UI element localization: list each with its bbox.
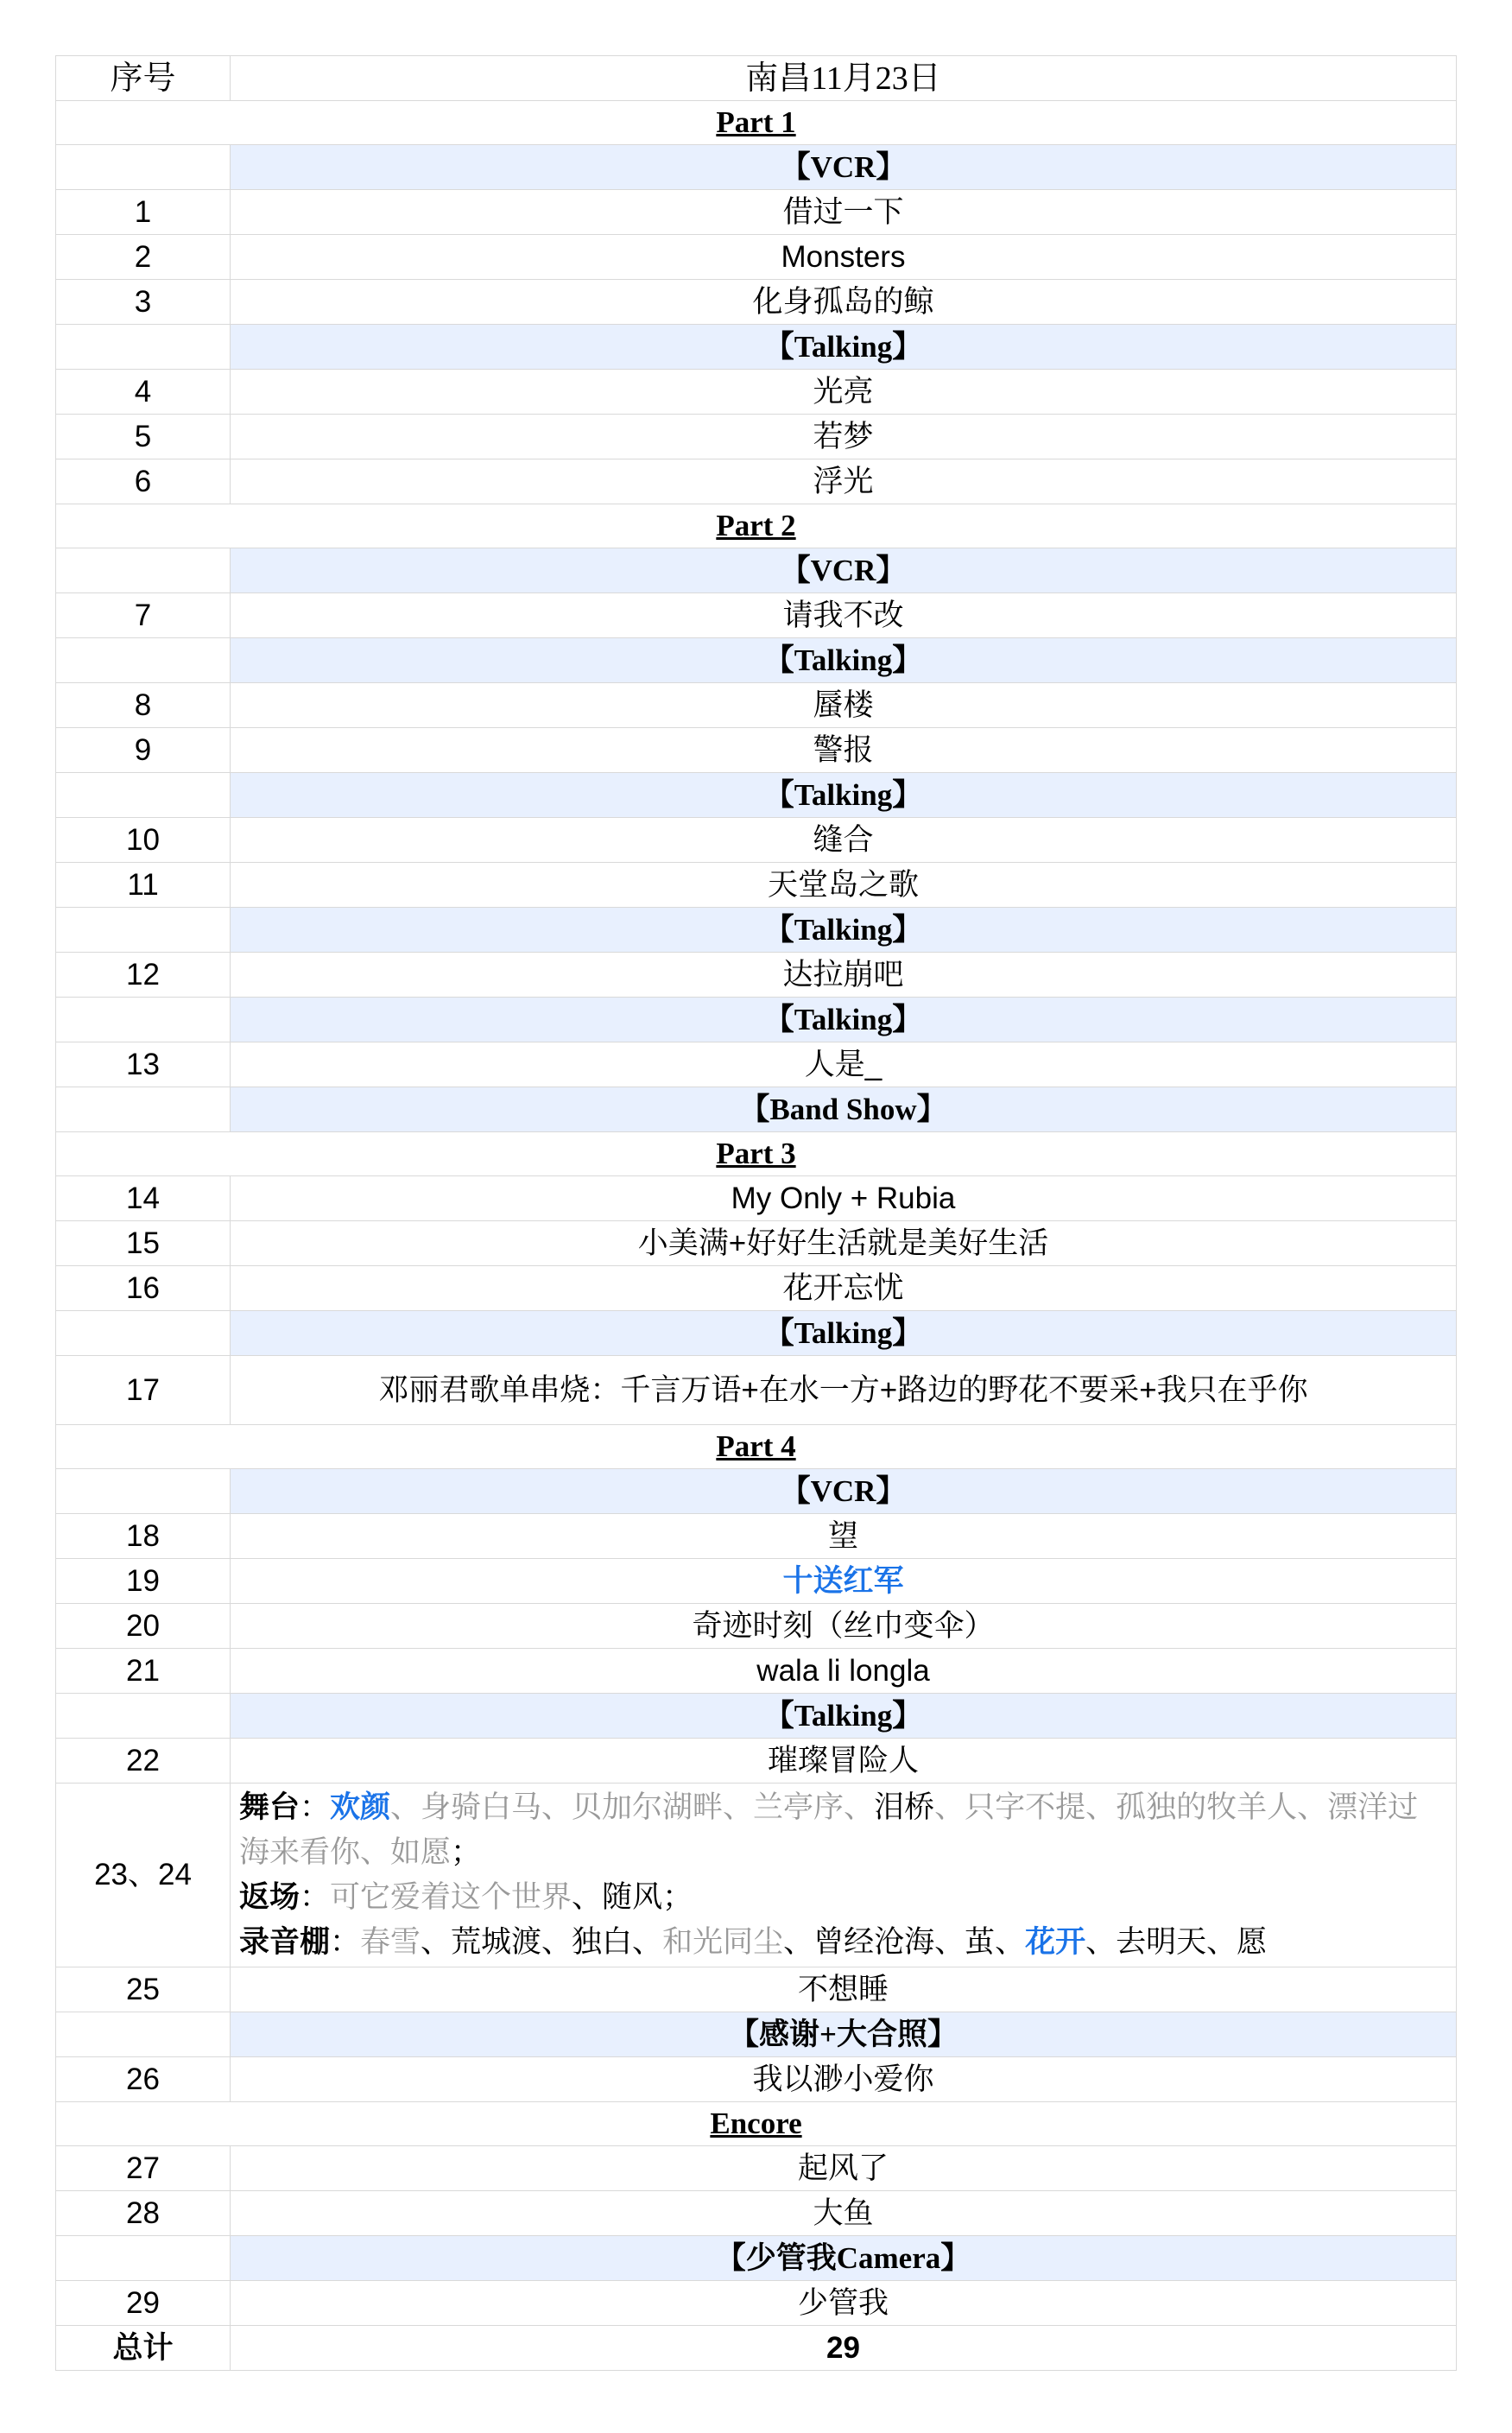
punct: 、 <box>572 1880 603 1914</box>
index-cell[interactable]: 10 <box>56 818 231 863</box>
index-cell[interactable]: 19 <box>56 1559 231 1604</box>
index-cell[interactable] <box>56 1469 231 1514</box>
section-cell[interactable]: 【Talking】 <box>231 1311 1457 1356</box>
section-cell[interactable]: 【Band Show】 <box>231 1087 1457 1132</box>
song-cell[interactable]: 邓丽君歌单串烧：千言万语+在水一方+路边的野花不要采+我只在乎你 <box>231 1356 1457 1425</box>
studio-line <box>239 1920 1447 1965</box>
section-cell[interactable]: 【Talking】 <box>231 998 1457 1042</box>
song-cell[interactable]: 化身孤岛的鲸 <box>231 280 1457 325</box>
song-row <box>56 593 1457 638</box>
song-cell-multiline[interactable] <box>231 1784 1457 1967</box>
punct: ； <box>451 1835 482 1869</box>
song-cell[interactable]: 缝合 <box>231 818 1457 863</box>
section-cell[interactable]: 【VCR】 <box>231 548 1457 593</box>
section-row <box>56 1469 1457 1514</box>
index-cell[interactable]: 14 <box>56 1176 231 1221</box>
index-cell[interactable]: 4 <box>56 370 231 415</box>
total-label[interactable]: 总计 <box>56 2326 231 2371</box>
index-cell[interactable] <box>56 2236 231 2281</box>
song-cell[interactable]: 警报 <box>231 728 1457 773</box>
section-row <box>56 548 1457 593</box>
song-row <box>56 953 1457 998</box>
song-cell[interactable]: 起风了 <box>231 2146 1457 2191</box>
song-row <box>56 1266 1457 1311</box>
song-cell[interactable]: 若梦 <box>231 415 1457 459</box>
index-cell[interactable] <box>56 1694 231 1739</box>
index-cell[interactable] <box>56 548 231 593</box>
song-row <box>56 1176 1457 1221</box>
part-title[interactable]: Part 2 <box>56 504 1457 548</box>
song-row <box>56 459 1457 504</box>
section-row <box>56 773 1457 818</box>
setlist-table <box>55 55 1457 2371</box>
index-cell[interactable]: 7 <box>56 593 231 638</box>
song-row <box>56 235 1457 280</box>
index-cell[interactable]: 8 <box>56 683 231 728</box>
song-row <box>56 683 1457 728</box>
index-cell[interactable]: 9 <box>56 728 231 773</box>
part-row <box>56 101 1457 145</box>
return-line <box>239 1875 1447 1920</box>
index-cell[interactable]: 27 <box>56 2146 231 2191</box>
song-cell[interactable]: 奇迹时刻（丝巾变伞） <box>231 1604 1457 1649</box>
section-row <box>56 1311 1457 1356</box>
song-row <box>56 1739 1457 1784</box>
index-cell[interactable]: 25 <box>56 1967 231 2012</box>
song-row <box>56 2281 1457 2326</box>
song-cell[interactable]: 不想睡 <box>231 1967 1457 2012</box>
song-cell[interactable]: 望 <box>231 1514 1457 1559</box>
song-row <box>56 728 1457 773</box>
song-cell-highlighted[interactable]: 十送红军 <box>231 1559 1457 1604</box>
total-row <box>56 2326 1457 2371</box>
index-cell[interactable]: 26 <box>56 2057 231 2102</box>
section-cell[interactable]: 【Talking】 <box>231 908 1457 953</box>
index-cell[interactable]: 15 <box>56 1221 231 1266</box>
section-row <box>56 145 1457 190</box>
section-row <box>56 2236 1457 2281</box>
studio-song: 春雪 <box>360 1925 421 1959</box>
song-row <box>56 1221 1457 1266</box>
song-cell[interactable]: 我以渺小爱你 <box>231 2057 1457 2102</box>
section-cell[interactable]: 【少管我Camera】 <box>231 2236 1457 2281</box>
stage-label: 舞台 <box>239 1790 301 1824</box>
song-cell[interactable]: 少管我 <box>231 2281 1457 2326</box>
index-cell[interactable] <box>56 998 231 1042</box>
index-cell[interactable]: 6 <box>56 459 231 504</box>
index-cell[interactable] <box>56 908 231 953</box>
song-cell[interactable]: 借过一下 <box>231 190 1457 235</box>
song-row <box>56 1649 1457 1694</box>
song-cell[interactable]: Monsters <box>231 235 1457 280</box>
song-row <box>56 190 1457 235</box>
index-cell[interactable] <box>56 2012 231 2057</box>
section-cell[interactable]: 【Talking】 <box>231 1694 1457 1739</box>
song-row <box>56 370 1457 415</box>
index-cell[interactable] <box>56 145 231 190</box>
index-cell[interactable]: 22 <box>56 1739 231 1784</box>
song-cell[interactable]: 花开忘忧 <box>231 1266 1457 1311</box>
studio-songs: 、去明天、愿 <box>1085 1925 1268 1959</box>
index-cell[interactable]: 17 <box>56 1356 231 1425</box>
song-cell[interactable]: 天堂岛之歌 <box>231 863 1457 908</box>
stage-songs: 、身骑白马、贝加尔湖畔、兰亭序、 <box>390 1790 875 1824</box>
index-cell[interactable]: 12 <box>56 953 231 998</box>
header-index[interactable]: 序号 <box>56 56 231 101</box>
song-cell[interactable]: 大鱼 <box>231 2191 1457 2236</box>
section-row <box>56 1694 1457 1739</box>
song-cell[interactable]: wala li longla <box>231 1649 1457 1694</box>
index-cell[interactable]: 11 <box>56 863 231 908</box>
index-cell[interactable]: 29 <box>56 2281 231 2326</box>
song-row <box>56 1559 1457 1604</box>
total-value[interactable]: 29 <box>231 2326 1457 2371</box>
song-row <box>56 2057 1457 2102</box>
part-row <box>56 1425 1457 1469</box>
section-row <box>56 2012 1457 2057</box>
studio-songs: 、曾经沧海、茧、 <box>783 1925 1026 1959</box>
song-cell[interactable]: 小美满+好好生活就是美好生活 <box>231 1221 1457 1266</box>
stage-song: 泪桥 <box>874 1790 935 1824</box>
studio-label: 录音棚 <box>239 1925 331 1959</box>
index-cell[interactable] <box>56 1311 231 1356</box>
song-row <box>56 415 1457 459</box>
colon: ： <box>300 1880 331 1914</box>
header-row <box>56 56 1457 101</box>
punct: ； <box>662 1880 693 1914</box>
song-row <box>56 1356 1457 1425</box>
song-row <box>56 863 1457 908</box>
part-row <box>56 2102 1457 2146</box>
section-row <box>56 638 1457 683</box>
colon: ： <box>300 1790 331 1824</box>
stage-song-highlight: 欢颜 <box>330 1790 391 1824</box>
song-cell[interactable]: 达拉崩吧 <box>231 953 1457 998</box>
song-row <box>56 2146 1457 2191</box>
return-song: 随风 <box>602 1880 663 1914</box>
part-row <box>56 504 1457 548</box>
song-cell[interactable]: 璀璨冒险人 <box>231 1739 1457 1784</box>
part-title[interactable]: Part 1 <box>56 101 1457 145</box>
index-cell[interactable] <box>56 773 231 818</box>
index-cell[interactable]: 5 <box>56 415 231 459</box>
index-cell[interactable]: 20 <box>56 1604 231 1649</box>
index-cell[interactable]: 13 <box>56 1042 231 1087</box>
index-cell[interactable]: 16 <box>56 1266 231 1311</box>
index-cell[interactable]: 2 <box>56 235 231 280</box>
stage-songs: 、只字不提、孤独的牧羊人、漂洋过海来看你、如愿 <box>239 1790 1419 1869</box>
song-cell[interactable]: 浮光 <box>231 459 1457 504</box>
index-cell[interactable]: 1 <box>56 190 231 235</box>
part-row <box>56 1132 1457 1176</box>
section-row <box>56 325 1457 370</box>
section-row <box>56 1087 1457 1132</box>
song-cell[interactable]: My Only + Rubia <box>231 1176 1457 1221</box>
song-cell[interactable]: 光亮 <box>231 370 1457 415</box>
return-song: 可它爱着这个世界 <box>330 1880 573 1914</box>
section-cell[interactable]: 【感谢+大合照】 <box>231 2012 1457 2057</box>
section-cell[interactable]: 【Talking】 <box>231 773 1457 818</box>
index-cell[interactable]: 18 <box>56 1514 231 1559</box>
section-row <box>56 998 1457 1042</box>
studio-songs: 、荒城渡、独白、 <box>421 1925 663 1959</box>
song-cell[interactable]: 蜃楼 <box>231 683 1457 728</box>
stage-line <box>239 1785 1447 1875</box>
index-cell[interactable]: 3 <box>56 280 231 325</box>
song-row <box>56 818 1457 863</box>
song-row <box>56 1604 1457 1649</box>
studio-song-highlight: 花开 <box>1025 1925 1086 1959</box>
section-cell[interactable]: 【VCR】 <box>231 145 1457 190</box>
return-label: 返场 <box>239 1880 301 1914</box>
song-row <box>56 1042 1457 1087</box>
section-cell[interactable]: 【Talking】 <box>231 638 1457 683</box>
index-cell[interactable]: 21 <box>56 1649 231 1694</box>
colon: ： <box>330 1925 361 1959</box>
song-row <box>56 280 1457 325</box>
song-cell[interactable]: 请我不改 <box>231 593 1457 638</box>
index-cell[interactable] <box>56 325 231 370</box>
part-title[interactable]: Part 4 <box>56 1425 1457 1469</box>
studio-song: 和光同尘 <box>662 1925 784 1959</box>
index-cell[interactable]: 28 <box>56 2191 231 2236</box>
part-title[interactable]: Part 3 <box>56 1132 1457 1176</box>
song-cell[interactable]: 人是_ <box>231 1042 1457 1087</box>
part-title[interactable]: Encore <box>56 2102 1457 2146</box>
song-row-multiline <box>56 1784 1457 1967</box>
index-cell[interactable]: 23、24 <box>56 1784 231 1967</box>
header-date[interactable]: 南昌11月23日 <box>231 56 1457 101</box>
section-cell[interactable]: 【Talking】 <box>231 325 1457 370</box>
section-cell[interactable]: 【VCR】 <box>231 1469 1457 1514</box>
song-row <box>56 2191 1457 2236</box>
index-cell[interactable] <box>56 638 231 683</box>
section-row <box>56 908 1457 953</box>
index-cell[interactable] <box>56 1087 231 1132</box>
song-row <box>56 1514 1457 1559</box>
song-row <box>56 1967 1457 2012</box>
